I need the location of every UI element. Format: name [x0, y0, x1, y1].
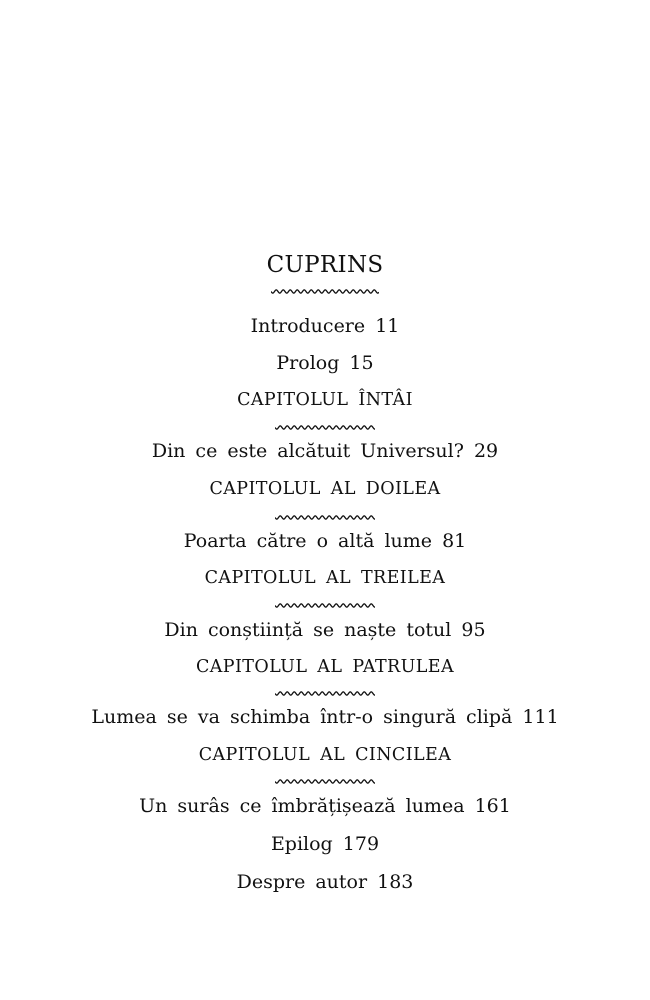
entry-page-number: 15	[349, 352, 374, 374]
heading-wave-ornament	[271, 287, 379, 296]
entry-label: Din ce este alcătuit Universul?	[151, 440, 464, 462]
entry-page-number: 161	[474, 795, 511, 817]
entry-label: Introducere	[250, 315, 366, 337]
chapter-1-wave-ornament	[275, 423, 375, 432]
chapter-4-title: CAPITOLUL AL PATRULEA	[195, 657, 455, 677]
entry-page-number: 29	[473, 440, 499, 462]
entry-page-number: 81	[442, 530, 467, 552]
entry-label: Prolog	[276, 352, 340, 374]
chapter-2-title: CAPITOLUL AL DOILEA	[209, 479, 441, 499]
toc-entry-chapter-2[interactable]	[0, 532, 650, 551]
chapter-3-wave-ornament	[275, 601, 375, 610]
toc-entry-prologue[interactable]	[0, 354, 650, 373]
toc-entry-chapter-4[interactable]	[0, 708, 650, 727]
entry-page-number: 179	[342, 833, 380, 855]
toc-entry-chapter-5[interactable]	[0, 797, 650, 816]
entry-label: Din conștiință se naște totul	[164, 619, 452, 641]
toc-heading: CUPRINS	[266, 252, 384, 278]
toc-entry-chapter-1[interactable]	[0, 442, 650, 461]
entry-label: Despre autor	[236, 871, 368, 893]
toc-entry-chapter-3[interactable]	[0, 621, 650, 640]
entry-page-number: 95	[461, 619, 486, 641]
wave-line	[275, 692, 375, 695]
entry-label: Epilog	[270, 833, 333, 855]
wave-line	[275, 780, 375, 783]
chapter-1-title: CAPITOLUL ÎNTÂI	[237, 390, 413, 410]
chapter-5-wave-ornament	[275, 777, 375, 786]
entry-page-number: 183	[377, 871, 414, 893]
chapter-2-wave-ornament	[275, 513, 375, 522]
toc-entry-introduction[interactable]	[0, 317, 650, 336]
entry-label: Poarta către o altă lume	[183, 530, 433, 552]
chapter-5-title: CAPITOLUL AL CINCILEA	[198, 745, 452, 765]
toc-entry-about-author[interactable]	[0, 873, 650, 892]
chapter-3-title: CAPITOLUL AL TREILEA	[204, 568, 446, 588]
wave-line	[275, 516, 375, 519]
entry-label: Un surâs ce îmbrățișează lumea	[139, 795, 465, 817]
entry-page-number: 11	[375, 315, 400, 337]
entry-label: Lumea se va schimba într-o singură clipă	[91, 706, 513, 728]
wave-line	[275, 426, 375, 429]
toc-entry-epilogue[interactable]	[0, 835, 650, 854]
entry-page-number: 111	[522, 706, 559, 728]
wave-line	[271, 290, 379, 293]
wave-line	[275, 604, 375, 607]
chapter-4-wave-ornament	[275, 689, 375, 698]
